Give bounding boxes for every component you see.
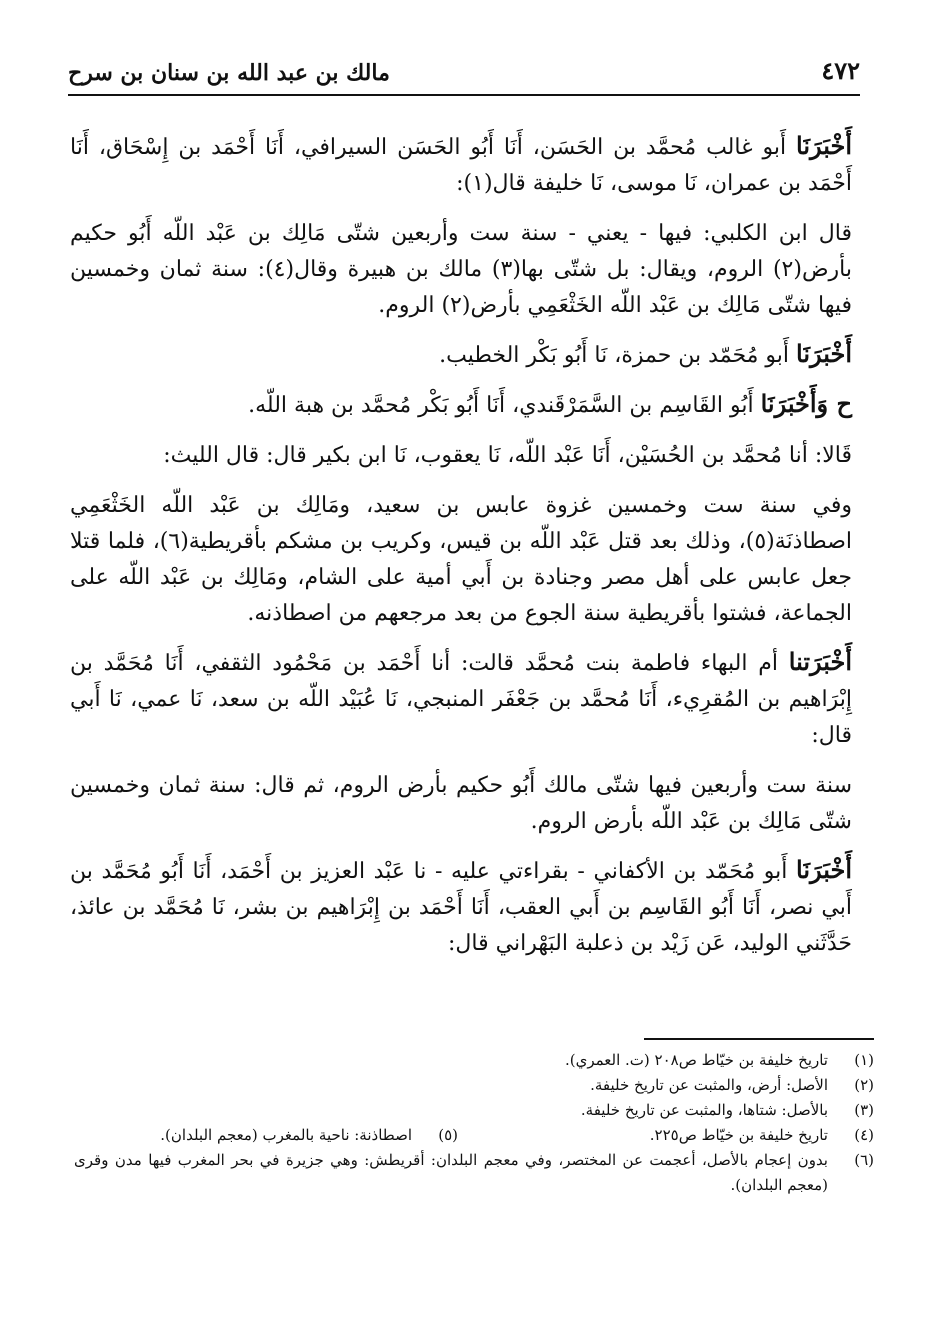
footnote-text: اصطاذنة: ناحية بالمغرب (معجم البلدان). — [160, 1126, 412, 1144]
paragraph-text: قَالا: أنا مُحمَّد بن الحُسَيْن، أَنَا عَبْد اللّه، نَا يعقوب، نَا ابن بكير قال: قال الليث: — [163, 443, 852, 468]
footnote-number: (٥) — [438, 1126, 458, 1144]
footnote-row — [74, 1123, 874, 1148]
paragraph-text: وفي سنة ست وخمسين غزوة عابس بن سعيد، ومَالِك بن عَبْد اللّه الخَثْعَمِي اصطاذنَة(٥)، وذلك بعد قتل عَبْد اللّه بن قيس، وكريب بن مشكم بأقريطية(٦)، فلما قتلا جعل عابس على أهل مصر وجنادة بن أَبي أمية على الشام، ومَالِك بن عَبْد اللّه على الجماعة، فشتوا بأقريطية سنة الجوع من بعد مرجعهم من اصطاذنه. — [70, 493, 852, 626]
footnote-number: (٢) — [854, 1076, 874, 1094]
page-header — [68, 50, 860, 96]
footnote-text: تاريخ خليفة بن خيّاط ص٢٠٨ (ت. العمري). — [564, 1051, 828, 1069]
running-title: مالك بن عبد الله بن سنان بن سرح — [68, 60, 390, 86]
footnote — [490, 1123, 874, 1148]
footnote-text: بدون إعجام بالأصل، أعجمت عن المختصر، وفي معجم البلدان: أقريطش: وهي جزيرة في بحر المغرب فيها مدن وقرى (معجم البلدان). — [74, 1151, 828, 1194]
footnote-text: تاريخ خليفة بن خيّاط ص٢٢٥. — [649, 1126, 828, 1144]
paragraph-lead: أَخْبَرَتنا — [788, 647, 852, 676]
footnote-number: (٤) — [854, 1126, 874, 1144]
footnote — [74, 1098, 874, 1123]
paragraph — [70, 644, 852, 754]
paragraph — [70, 128, 852, 202]
paragraph — [70, 852, 852, 962]
main-text — [70, 128, 852, 974]
footnote — [74, 1048, 874, 1073]
footnote-divider — [644, 1038, 874, 1040]
paragraph-text: أَبو مُحَمّد بن حمزة، نَا أَبُو بَكْر الخطيب. — [439, 343, 797, 368]
footnote — [74, 1148, 874, 1198]
footnote-text: بالأصل: شتاها، والمثبت عن تاريخ خليفة. — [580, 1101, 828, 1119]
paragraph-text: أَبُو القَاسِم بن السَّمَرْقَندي، أَنَا أَبُو بَكْر مُحمَّد بن هبة اللّه. — [248, 393, 761, 418]
paragraph-lead: ح وَأَخْبَرَنَا — [760, 389, 852, 418]
footnote-text: الأصل: أرض، والمثبت عن تاريخ خليفة. — [590, 1076, 828, 1094]
paragraph — [70, 336, 852, 374]
footnote — [74, 1123, 458, 1148]
paragraph-text: أم البهاء فاطمة بنت مُحمَّد قالت: أنا أَحْمَد بن مَحْمُود الثقفي، أَنَا مُحَمَّد بن إِبْرَاهيم بن المُقرِيء، أَنَا مُحمَّد بن جَعْفَر المنبجي، نَا عُبَيْد اللّه بن سعد، نَا عمي، نَا أَبي قال: — [70, 651, 852, 748]
paragraph — [70, 386, 852, 424]
footnote-number: (١) — [854, 1051, 874, 1069]
paragraph-text: سنة ست وأربعين فيها شتّى مالك أَبُو حكيم بأرض الروم، ثم قال: سنة ثمان وخمسين شتّى مَالِك بن عَبْد اللّه بأرض الروم. — [70, 773, 852, 834]
paragraph-lead: أَخْبَرَنَا — [796, 339, 852, 368]
paragraph — [70, 436, 852, 474]
page-number: ٤٧٢ — [821, 56, 860, 85]
footnotes — [74, 1048, 874, 1198]
footnote — [74, 1073, 874, 1098]
paragraph-lead: أَخْبَرَنَا — [796, 131, 852, 160]
paragraph — [70, 766, 852, 840]
footnote-number: (٦) — [854, 1151, 874, 1169]
paragraph-text: أَبو غالب مُحمَّد بن الحَسَن، أَنَا أَبُو الحَسَن السيرافي، أَنَا أَحْمَد بن إِسْحَاق، أَنَا أَحْمَد بن عمران، نَا موسى، نَا خليفة قال(١): — [70, 135, 852, 196]
paragraph-lead: أَخْبَرَنَا — [796, 855, 852, 884]
footnote-number: (٣) — [854, 1101, 874, 1119]
paragraph — [70, 486, 852, 632]
paragraph-text: قال ابن الكلبي: فيها - يعني - سنة ست وأربعين شتّى مَالِك بن عَبْد اللّه أَبُو حكيم بأرض(٢) الروم، ويقال: بل شتّى بها(٣) مالك بن هبيرة وقال(٤): سنة ثمان وخمسين فيها شتّى مَالِك بن عَبْد اللّه الخَثْعَمِي بأرض(٢) الروم. — [70, 221, 852, 318]
paragraph-text: أَبو مُحَمّد بن الأكفاني - بقراءتي عليه - نا عَبْد العزيز بن أَحْمَد، أَنَا أَبُو مُحَمَّد بن أَبي نصر، أَنَا أَبُو القَاسِم بن أَبي العقب، أَنَا أَحْمَد بن إِبْرَاهيم بن بشر، نَا مُحَمَّد بن عائذ، حَدَّثَني الوليد، عَن زَيْد بن ذعلبة البَهْراني قال: — [70, 859, 852, 956]
paragraph — [70, 214, 852, 324]
